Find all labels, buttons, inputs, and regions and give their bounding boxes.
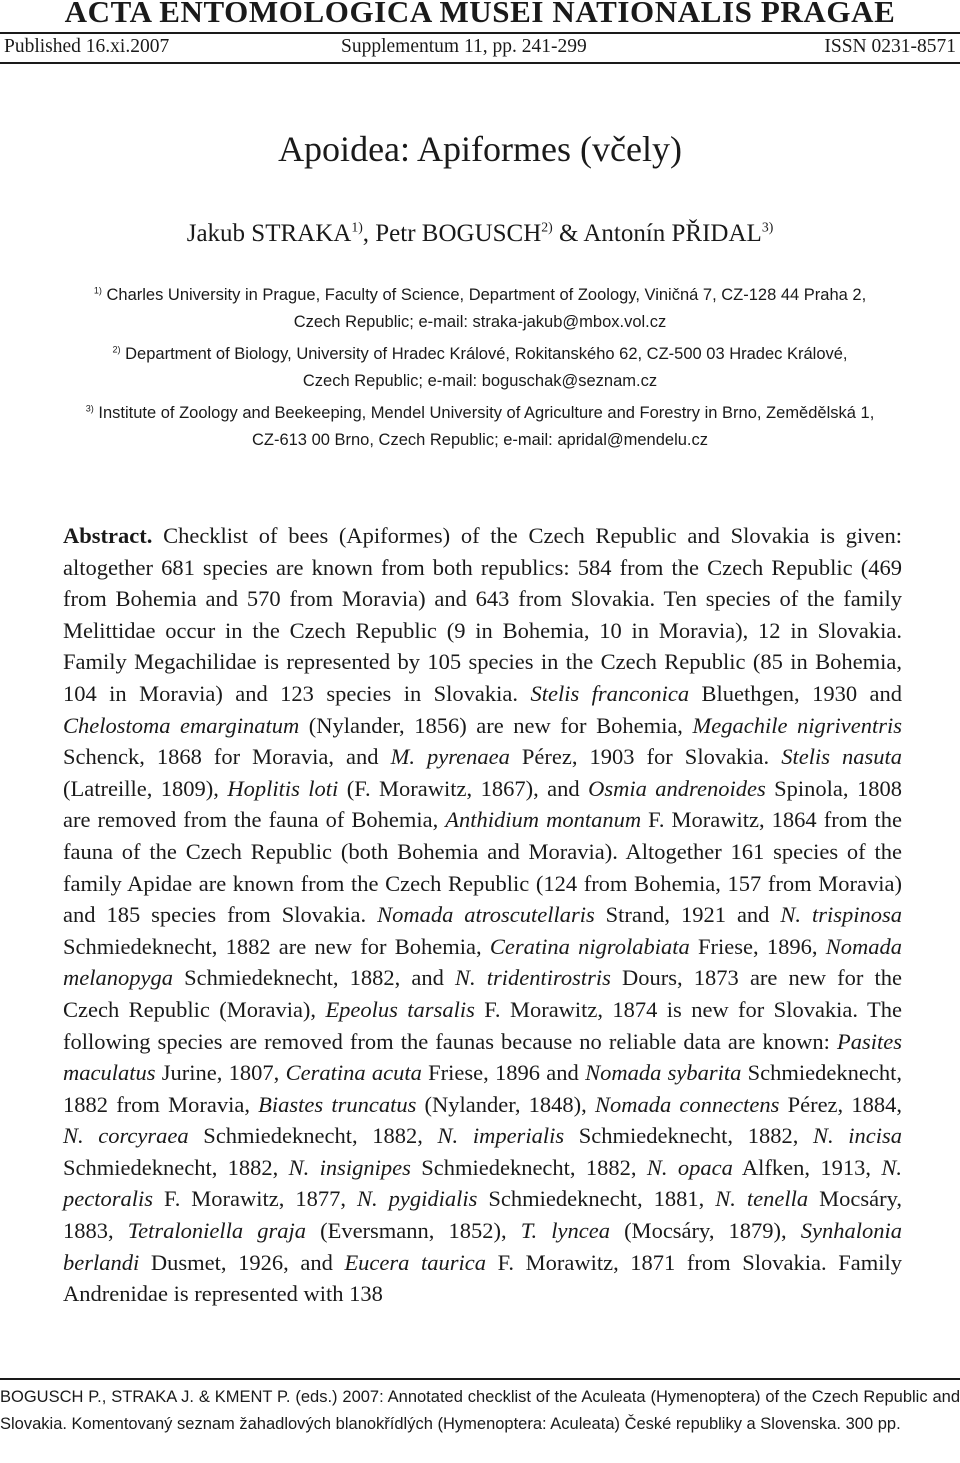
abstract-text: Pérez, 1903 for Slovakia. bbox=[509, 744, 782, 770]
citation: BOGUSCH P., STRAKA J. & KMENT P. (eds.) 2007: Annotated checklist of the Aculeata (Hymenoptera) of the Czech Republic and Slovakia. Komentovaný seznam žahadlových blanokřídlých (Hymenoptera: Aculeata) České republiky a Slovenska. 300 pp. bbox=[0, 1388, 960, 1433]
species-name: N. pygidialis bbox=[357, 1186, 478, 1212]
abstract-text: Schmiedeknecht, 1882, and bbox=[172, 965, 455, 991]
abstract-text: Dours, 1873 are new for the Czech Republic (Moravia), bbox=[63, 965, 903, 1022]
abstract-text: F. Morawitz, 1874 is new for Slovakia. The following species are removed from the faunas because no reliable data are known: bbox=[63, 996, 902, 1054]
species-name: Pasites maculatus bbox=[63, 1028, 902, 1086]
species-name: Synhalonia berlandi bbox=[63, 1218, 902, 1275]
species-name: Chelostoma emarginatum bbox=[63, 712, 300, 738]
affiliation-text: Institute of Zoology and Beekeeping, Mendel University of Agriculture and Forestry in Brno, Zemědělská 1, bbox=[98, 404, 875, 422]
abstract-text: Schmiedeknecht, 1882, bbox=[188, 1123, 438, 1149]
affiliation bbox=[0, 282, 960, 336]
abstract-text: Strand, 1921 and bbox=[594, 902, 781, 928]
abstract bbox=[63, 520, 902, 1310]
abstract-text: Mocsáry, 1883, bbox=[63, 1186, 902, 1244]
abstract-text: Dusmet, 1926, and bbox=[139, 1249, 345, 1275]
issn: ISSN 0231-8571 bbox=[824, 36, 956, 57]
supplement-pages: Supplementum 11, pp. 241-299 bbox=[341, 36, 587, 57]
author-separator: , bbox=[362, 220, 376, 247]
species-name: N. tenella bbox=[715, 1186, 809, 1212]
species-name: Osmia andrenoides bbox=[588, 775, 766, 801]
header-rule-bottom bbox=[0, 62, 960, 64]
author-mark: 3) bbox=[761, 219, 774, 235]
species-name: Biastes truncatus bbox=[258, 1091, 417, 1117]
abstract-text: (Nylander, 1856) are new for Bohemia, bbox=[299, 712, 693, 738]
abstract-text: Pérez, 1884, bbox=[779, 1091, 902, 1117]
species-name: Nomada connectens bbox=[594, 1091, 780, 1117]
abstract-text: Schmiedeknecht, 1882 from Moravia, bbox=[63, 1060, 902, 1117]
species-name: N. corcyraea bbox=[63, 1123, 189, 1149]
affiliation-line: Czech Republic; e-mail: boguschak@seznam.cz bbox=[302, 372, 658, 390]
affiliation bbox=[0, 400, 960, 454]
abstract-text: Jurine, 1807, bbox=[155, 1060, 286, 1086]
species-name: Hoplitis loti bbox=[227, 775, 339, 801]
affiliation bbox=[0, 341, 960, 395]
species-name: Ceratina acuta bbox=[285, 1060, 422, 1086]
abstract-text: Schmiedeknecht, 1881, bbox=[477, 1186, 716, 1212]
species-name: T. lyncea bbox=[520, 1218, 610, 1244]
species-name: N. trispinosa bbox=[780, 902, 902, 928]
species-name: N. tridentirostris bbox=[454, 965, 611, 991]
abstract-text: Bluethgen, 1930 and bbox=[689, 680, 902, 706]
abstract-text: F. Morawitz, 1864 from the fauna of the Czech Republic (both Bohemia and Moravia). Altogether 161 species of the family Apidae are known from the Czech Republic (124 from Bohemia, 157 from Moravia) and 185 species from Slovakia. bbox=[63, 807, 902, 928]
affiliation-mark: 3) bbox=[85, 403, 94, 414]
species-name: M. pyrenaea bbox=[390, 744, 510, 770]
article-title: Apoidea: Apiformes (včely) bbox=[278, 129, 682, 169]
species-name: Anthidium montanum bbox=[445, 807, 642, 833]
species-name: Stelis franconica bbox=[530, 680, 690, 706]
species-name: Stelis nasuta bbox=[781, 744, 902, 770]
header-rule-top bbox=[0, 32, 960, 34]
abstract-text: Spinola, 1808 are removed from the fauna of Bohemia, bbox=[63, 775, 902, 833]
abstract-text: Schmiedeknecht, 1882, bbox=[410, 1154, 647, 1180]
species-name: Epeolus tarsalis bbox=[325, 996, 475, 1022]
affiliation-line: CZ-613 00 Brno, Czech Republic; e-mail: apridal@mendelu.cz bbox=[251, 431, 709, 449]
abstract-text: F. Morawitz, 1877, bbox=[153, 1186, 357, 1212]
author-mark: 1) bbox=[351, 219, 363, 235]
affiliation-line bbox=[0, 282, 960, 309]
author-name: Jakub STRAKA bbox=[186, 220, 352, 247]
affiliation-line bbox=[0, 400, 960, 427]
species-name: Eucera taurica bbox=[344, 1249, 487, 1275]
abstract-text: (F. Morawitz, 1867), and bbox=[338, 775, 589, 801]
species-name: Ceratina nigrolabiata bbox=[489, 933, 690, 959]
author-name: Antonín PŘIDAL bbox=[583, 220, 762, 247]
species-name: Nomada atroscutellaris bbox=[377, 902, 595, 928]
species-name: Nomada melanopyga bbox=[63, 933, 902, 991]
published-date: Published 16.xi.2007 bbox=[4, 36, 170, 57]
abstract-text: Schmiedeknecht, 1882, bbox=[63, 1154, 289, 1180]
abstract-text: (Latreille, 1809), bbox=[63, 775, 228, 801]
affiliation-mark: 2) bbox=[112, 344, 121, 355]
species-name: N. pectoralis bbox=[63, 1154, 902, 1212]
author-mark: 2) bbox=[541, 219, 553, 235]
affiliation-list bbox=[0, 282, 960, 459]
abstract-text: (Eversmann, 1852), bbox=[306, 1218, 521, 1244]
abstract-text: Schmiedeknecht, 1882, bbox=[564, 1123, 813, 1149]
species-name: N. insignipes bbox=[288, 1154, 411, 1180]
abstract-text: (Nylander, 1848), bbox=[416, 1091, 595, 1117]
abstract-label: Abstract. bbox=[63, 523, 153, 548]
species-name: N. incisa bbox=[812, 1123, 902, 1149]
affiliation-line bbox=[0, 341, 960, 368]
abstract-text: F. Morawitz, 1871 from Slovakia. Family Andrenidae is represented with 138 bbox=[63, 1249, 903, 1307]
species-name: Tetraloniella graja bbox=[127, 1218, 306, 1244]
abstract-text: Checklist of bees (Apiformes) of the Czech Republic and Slovakia is given: altogether 681 species are known from both republics: 584 from the Czech Republic (469 from Bohemia and 570 from Moravia) and 643 from Slovakia. Ten species of the family Melittidae occur in the Czech Republic (9 in Bohemia, 10 in Moravia), 12 in Slovakia. Family Megachilidae is represented by 105 species in the Czech Republic (85 in Bohemia, 104 in Moravia) and 123 species in Slovakia. bbox=[63, 523, 902, 706]
abstract-text: (Mocsáry, 1879), bbox=[609, 1218, 801, 1244]
affiliation-text: Charles University in Prague, Faculty of Science, Department of Zoology, Viničná 7, CZ-128 44 Praha 2, bbox=[106, 286, 867, 304]
author-name: Petr BOGUSCH bbox=[375, 220, 542, 247]
species-name: Megachile nigriventris bbox=[692, 712, 902, 738]
affiliation-line: Czech Republic; e-mail: straka-jakub@mbox.vol.cz bbox=[293, 313, 667, 331]
footer-rule bbox=[0, 1378, 960, 1380]
affiliation-text: Department of Biology, University of Hradec Králové, Rokitanského 62, CZ-500 03 Hradec Králové, bbox=[125, 345, 848, 363]
author-list bbox=[0, 220, 960, 248]
affiliation-mark: 1) bbox=[93, 285, 102, 296]
journal-title: ACTA ENTOMOLOGICA MUSEI NATIONALIS PRAGAE bbox=[64, 0, 896, 29]
species-name: N. opaca bbox=[646, 1154, 733, 1180]
abstract-text: Friese, 1896, bbox=[689, 933, 826, 959]
abstract-text: Schenck, 1868 for Moravia, and bbox=[63, 744, 391, 770]
abstract-text: Alfken, 1913, bbox=[732, 1154, 882, 1180]
abstract-text: Friese, 1896 and bbox=[421, 1060, 586, 1086]
author-separator: & bbox=[552, 220, 584, 247]
abstract-text: Schmiedeknecht, 1882 are new for Bohemia, bbox=[63, 933, 490, 959]
species-name: Nomada sybarita bbox=[585, 1060, 742, 1086]
species-name: N. imperialis bbox=[437, 1123, 565, 1149]
